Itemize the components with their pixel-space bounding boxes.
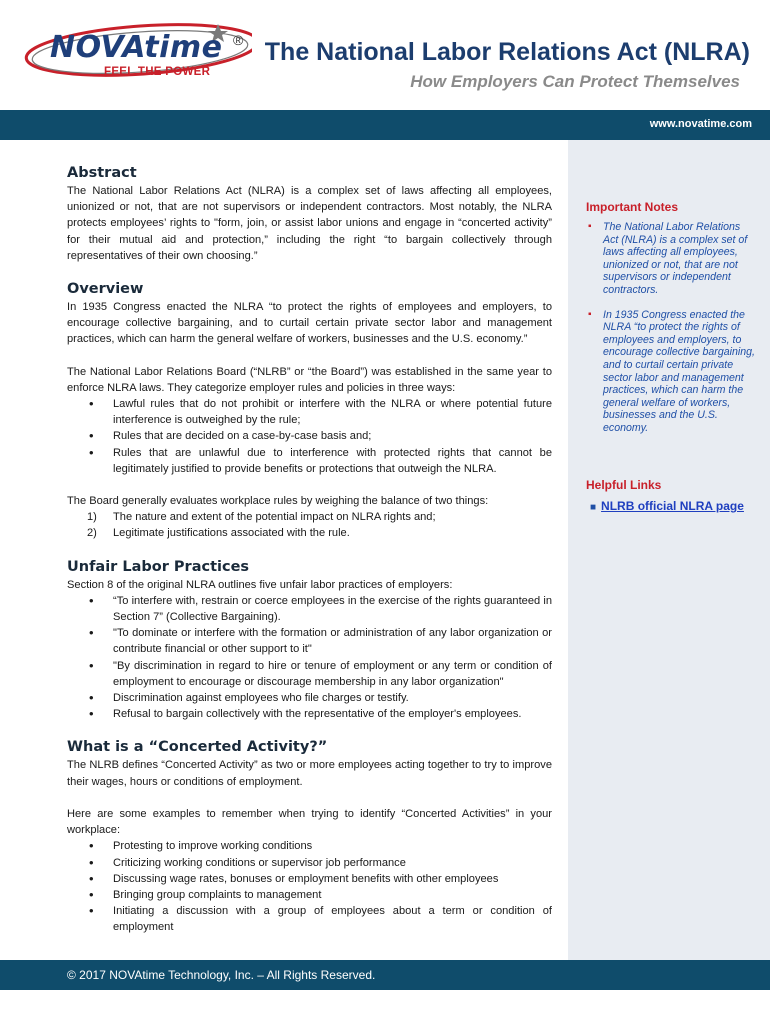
document-title: The National Labor Relations Act (NLRA) [264, 38, 750, 66]
helpful-links-heading: Helpful Links [586, 478, 662, 492]
logo-wordmark: NOVAtime [50, 30, 223, 65]
list-item: • Rules that are decided on a case-by-case basis and; [67, 428, 552, 444]
note-item: ▪ The National Labor Relations Act (NLRA) is a complex set of laws affecting all employees, unionized or not, that are not supervisors or independent contractors. [586, 221, 758, 297]
list-item: • Discrimination against employees who file charges or testify. [67, 690, 552, 706]
list-text: The nature and extent of the potential impact on NLRA rights and; [113, 511, 436, 524]
unfair-practices-list [67, 593, 552, 723]
list-item: • "By discrimination in regard to hire or tenure of employment or any term or condition of employment to encourage or discourage membership in any labor organization" [67, 658, 552, 690]
important-notes-heading: Important Notes [586, 200, 679, 214]
list-number: 2) [87, 527, 97, 540]
nlrb-official-link[interactable]: NLRB official NLRA page [601, 499, 744, 513]
nlrb-link-item [590, 499, 744, 513]
evaluation-list [67, 509, 552, 541]
list-item: • Initiating a discussion with a group of employees about a term or condition of employment [67, 903, 552, 935]
rule-category-list [67, 396, 552, 477]
logo-tagline: FEEL THE POWER [104, 66, 211, 78]
important-notes-list [586, 221, 758, 447]
main-content [67, 164, 552, 936]
list-item [67, 509, 552, 525]
concerted-activity-heading: What is a “Concerted Activity?” [67, 739, 328, 756]
overview-heading: Overview [67, 281, 144, 298]
registered-mark: ® [233, 32, 244, 48]
square-bullet-icon: ■ [590, 502, 597, 513]
list-item: • Bringing group complaints to management [67, 887, 552, 903]
unfair-practices-heading: Unfair Labor Practices [67, 558, 250, 575]
list-text: Legitimate justifications associated with the rule. [113, 527, 350, 540]
overview-paragraph: The National Labor Relations Board (“NLRB” or “the Board”) was established in the same year to enforce NLRA laws. They categorize employer rules and policies in three ways: [67, 365, 552, 394]
overview-paragraph: The Board generally evaluates workplace rules by weighing the balance of two things: [67, 495, 489, 508]
list-item: • "To dominate or interfere with the formation or administration of any labor organization or contribute financial or other support to it" [67, 625, 552, 657]
list-item: • “To interfere with, restrain or coerce employees in the exercise of the rights guaranteed in Section 7” (Collective Bargaining). [67, 593, 552, 625]
concerted-paragraph: The NLRB defines “Concerted Activity” as two or more employees acting together to try to improve their wages, hours or conditions of employment. [67, 759, 552, 788]
page-footer [0, 960, 770, 990]
concerted-examples-list [67, 838, 552, 935]
page-header [0, 0, 770, 112]
abstract-heading: Abstract [67, 165, 137, 181]
list-item: • Rules that are unlawful due to interference with protected rights that cannot be legitimately justified to provide benefits or protections that outweigh the NLRA. [67, 445, 552, 477]
list-item [67, 525, 552, 541]
list-item: • Refusal to bargain collectively with the representative of the employer's employees. [67, 706, 552, 722]
list-item: • Protesting to improve working conditions [67, 838, 552, 854]
copyright-text: © 2017 NOVAtime Technology, Inc. – All Rights Reserved. [67, 968, 376, 982]
concerted-paragraph: Here are some examples to remember when trying to identify “Concerted Activities” in your workplace: [67, 807, 552, 837]
note-item: ▪ In 1935 Congress enacted the NLRA “to protect the rights of employees and employers, to encourage collective bargaining, and to curtail certain private sector labor and management practices, which can harm the general welfare of workers, businesses and the U.S. economy. [586, 309, 758, 435]
list-item: • Criticizing working conditions or supervisor job performance [67, 855, 552, 871]
list-item: • Lawful rules that do not prohibit or interfere with the NLRA or where potential future interference is outweighed by the rule; [67, 396, 552, 428]
abstract-text: The National Labor Relations Act (NLRA) is a complex set of laws affecting all employees, unionized or not, that are not supervisors or independent contractors. Most notably, the NLRA protects employees’ rights to "form, join, or assist labor unions and engage in “concerted activity” for their mutual aid and protection,” including the right “to bargain collectively through representatives of their own choosing.” [67, 185, 552, 262]
list-item: • Discussing wage rates, bonuses or employment benefits with other employees [67, 871, 552, 887]
document-subtitle: How Employers Can Protect Themselves [410, 72, 740, 91]
unfair-intro: Section 8 of the original NLRA outlines five unfair labor practices of employers: [67, 578, 453, 591]
overview-paragraph: In 1935 Congress enacted the NLRA “to protect the rights of employees and employers, to encourage collective bargaining, and to curtail certain private sector labor and management practices, which can harm the general welfare of workers, businesses and the U.S. economy.” [67, 301, 552, 346]
header-band [0, 110, 770, 140]
list-number: 1) [87, 511, 97, 524]
website-link[interactable]: www.novatime.com [649, 118, 752, 130]
